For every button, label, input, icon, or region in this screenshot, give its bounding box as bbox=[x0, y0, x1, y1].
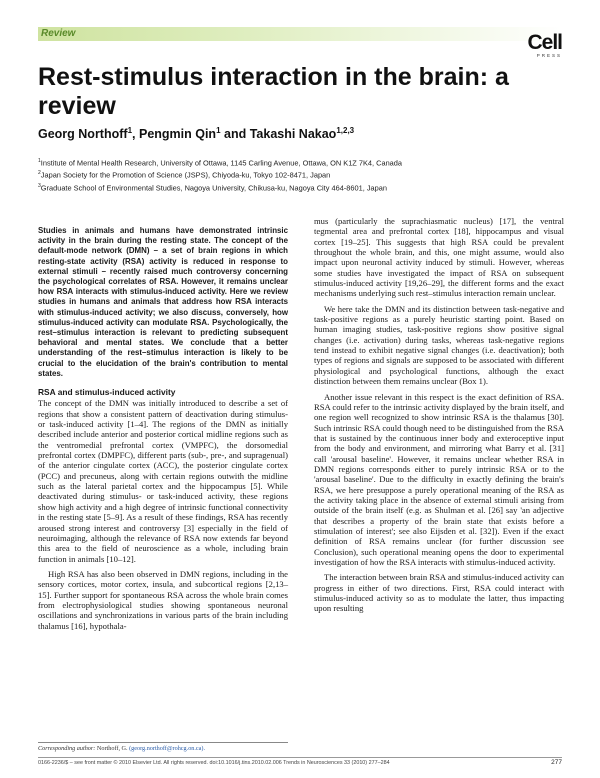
author-affil-mark: 1,2,3 bbox=[336, 126, 355, 135]
right-column bbox=[314, 216, 564, 614]
author-separator: and bbox=[220, 127, 250, 142]
body-paragraph: The concept of the DMN was initially introduced to describe a set of regions that show a consistent pattern of deactivation during stimulus- or task-induced activity [1–4]. The regions of the DMN as initially described include anterior and posterior cortical midline regions such as the ventromedial prefrontal cortex (VMPFC), the dorsomedial prefrontal cortex (DMPFC), different parts (sub-, pre-, and supragenual) of the anterior cingulate cortex (ACC), the posterior cingulate cortex (PCC) and precuneus, along with certain regions outwith the midline such as the lateral parietal cortex and the hippocampus [5]. While deactivated during stimulus- or task-induced activity, these regions show high activity and a high degree of intrinsic functional connectivity in the resting state [5–9]. As a result of these findings, RSA has recently aroused strong interest and controversy [3] especially in the field of neuroimaging, although the relevance of RSA now extends far beyond this area to the field of neuroscience as a whole, including brain function in animals [10–12]. bbox=[38, 398, 288, 564]
section-tag-band bbox=[38, 27, 562, 41]
affiliation-mark: 1 bbox=[38, 158, 41, 164]
logo-sub-text: PRESS bbox=[536, 53, 562, 58]
corresponding-name: Northoff, G. bbox=[96, 745, 128, 752]
author-list bbox=[38, 126, 354, 141]
body-paragraph: Another issue relevant in this respect is the exact definition of RSA. RSA could refer to the intrinsic activity displayed by the brain itself, and one region well recognized to show intrinsic RSA is the thalamus [30]. Such intrinsic RSA could though need to be distinguished from the RSA that is sustained by the continuous inner body and exteroceptive input from the body and environment, and mirroring what Barry et al. [31] call 'arousal baseline'. However, it remains unclear whether RSA in DMN regions corresponds either to purely intrinsic RSA or to the 'arousal baseline'. Due to the difficulty in exactly defining the brain's RSA, we here presuppose a purely operational meaning of the RSA as the activity taking place in the absence of external stimuli arising from outside of the brain itself (e.g. as Shulman et al. [26] say 'an adjective that describes a property of the brain state that exists before a stimulation of interest'; see also Eijsden et al. [32]). Even if the exact definition of RSA remains unclear (for further discussion see Conclusion), such operational meaning opens the door to experimental investigation of how the RSA interacts with stimulus-induced activity. bbox=[314, 391, 564, 567]
cell-press-logo bbox=[527, 33, 562, 58]
body-paragraph: High RSA has also been observed in DMN regions, including in the sensory cortices, motor cortex, insula, and subcortical regions [2,13–15]. Further support for spontaneous RSA across the whole brain comes from electrophysiological studies showing spontaneous neuronal oscillations and synchronizations in various parts of the brain including thalamus [16], hypothala- bbox=[38, 568, 288, 631]
abstract: Studies in animals and humans have demonstrated intrinsic activity in the brain during the resting state. The concept of the default-mode network (DMN) – a set of brain regions in which resting-state activity (RSA) activity is reduced in response to external stimuli – recently raised much controversy concerning the psychological correlates of RSA. However, it remains unclear how RSA interacts with stimulus-induced activity. Here we review studies in humans and animals that address how RSA interacts with stimulus-induced activity; we also discuss, conversely, how stimulus-induced activity can modulate RSA. Psychologically, the rest–stimulus interaction is relevant to predicting subsequent behavioral and mental states. We conclude that a better understanding of the rest–stimulus interaction is likely to be crucial to the elucidation of the brain's contribution to mental states. bbox=[38, 226, 288, 378]
page-number: 277 bbox=[551, 759, 562, 766]
body-paragraph: mus (particularly the suprachiasmatic nucleus) [17], the ventral tegmental area and prefrontal cortex [18], hippocampus and visual cortex [19–25]. This suggests that high RSA could be prevalent throughout the whole brain, and this, one might assume, would also impact upon neuronal activity induced by stimuli. However, whereas some studies have investigated the impact of RSA on subsequent stimulus-induced activity [19,26–29], the different forms and the exact mechanisms underlying such rest–stimulus interaction remain unclear. bbox=[314, 216, 564, 299]
affiliation-text: Graduate School of Environmental Studies, Nagoya University, Chikusa-ku, Nagoya City 464-8601, Japan bbox=[40, 183, 387, 193]
affiliation-mark: 2 bbox=[38, 170, 41, 177]
author-name: Takashi Nakao bbox=[249, 127, 337, 142]
body-paragraph: The interaction between brain RSA and stimulus-induced activity can progress in either of two directions. First, RSA could interact with stimulus-induced activity so as to modulate the latter, thus impacting upon resulting bbox=[314, 572, 564, 614]
section-tag bbox=[38, 27, 562, 41]
body-paragraph: We here take the DMN and its distinction between task-negative and task-positive regions as a purely heuristic starting point. Based on human imaging studies, task-positive regions show positive signal changes (i.e. activation) during tasks, whereas task-negative regions tend instead to exhibit negative signal changes (i.e. deactivation); both types of regions and signals are supposed to be associated with different physiological and psychological functions, although the exact distinction between them remains unclear (Box 1). bbox=[314, 303, 564, 387]
affiliation-line bbox=[38, 168, 402, 180]
left-column bbox=[38, 226, 288, 631]
author-separator: , bbox=[132, 127, 139, 142]
section-label: Review bbox=[41, 28, 76, 39]
logo-main-text: Cell bbox=[527, 31, 562, 54]
author-affil-mark: 1 bbox=[127, 126, 133, 135]
affiliation-line bbox=[38, 181, 402, 193]
corresponding-label: Corresponding author: bbox=[38, 745, 96, 752]
affiliations bbox=[38, 156, 402, 193]
affiliation-mark: 3 bbox=[38, 182, 41, 189]
corresponding-author bbox=[38, 742, 288, 752]
section-heading: RSA and stimulus-induced activity bbox=[38, 387, 176, 398]
author-name: Georg Northoff bbox=[38, 127, 128, 142]
corresponding-email[interactable]: (georg.northoff@rohcg.on.ca). bbox=[129, 745, 206, 752]
author-name: Pengmin Qin bbox=[138, 127, 217, 142]
page-footer: 0166-2236/$ – see front matter © 2010 Elsevier Ltd. All rights reserved. doi:10.1016/j.tins.2010.02.006 Trends in Neurosciences 33 (2010) 277–284 bbox=[38, 757, 562, 766]
article-title: Rest-stimulus interaction in the brain: a review bbox=[38, 63, 509, 120]
affiliation-text: Japan Society for the Promotion of Science (JSPS), Chiyoda-ku, Tokyo 102-8471, Japan bbox=[40, 170, 331, 180]
author-affil-mark: 1 bbox=[216, 126, 221, 135]
affiliation-line bbox=[38, 156, 402, 168]
affiliation-text: Institute of Mental Health Research, University of Ottawa, 1145 Carling Avenue, Ottawa, ON K1Z 7K4, Canada bbox=[40, 158, 403, 168]
